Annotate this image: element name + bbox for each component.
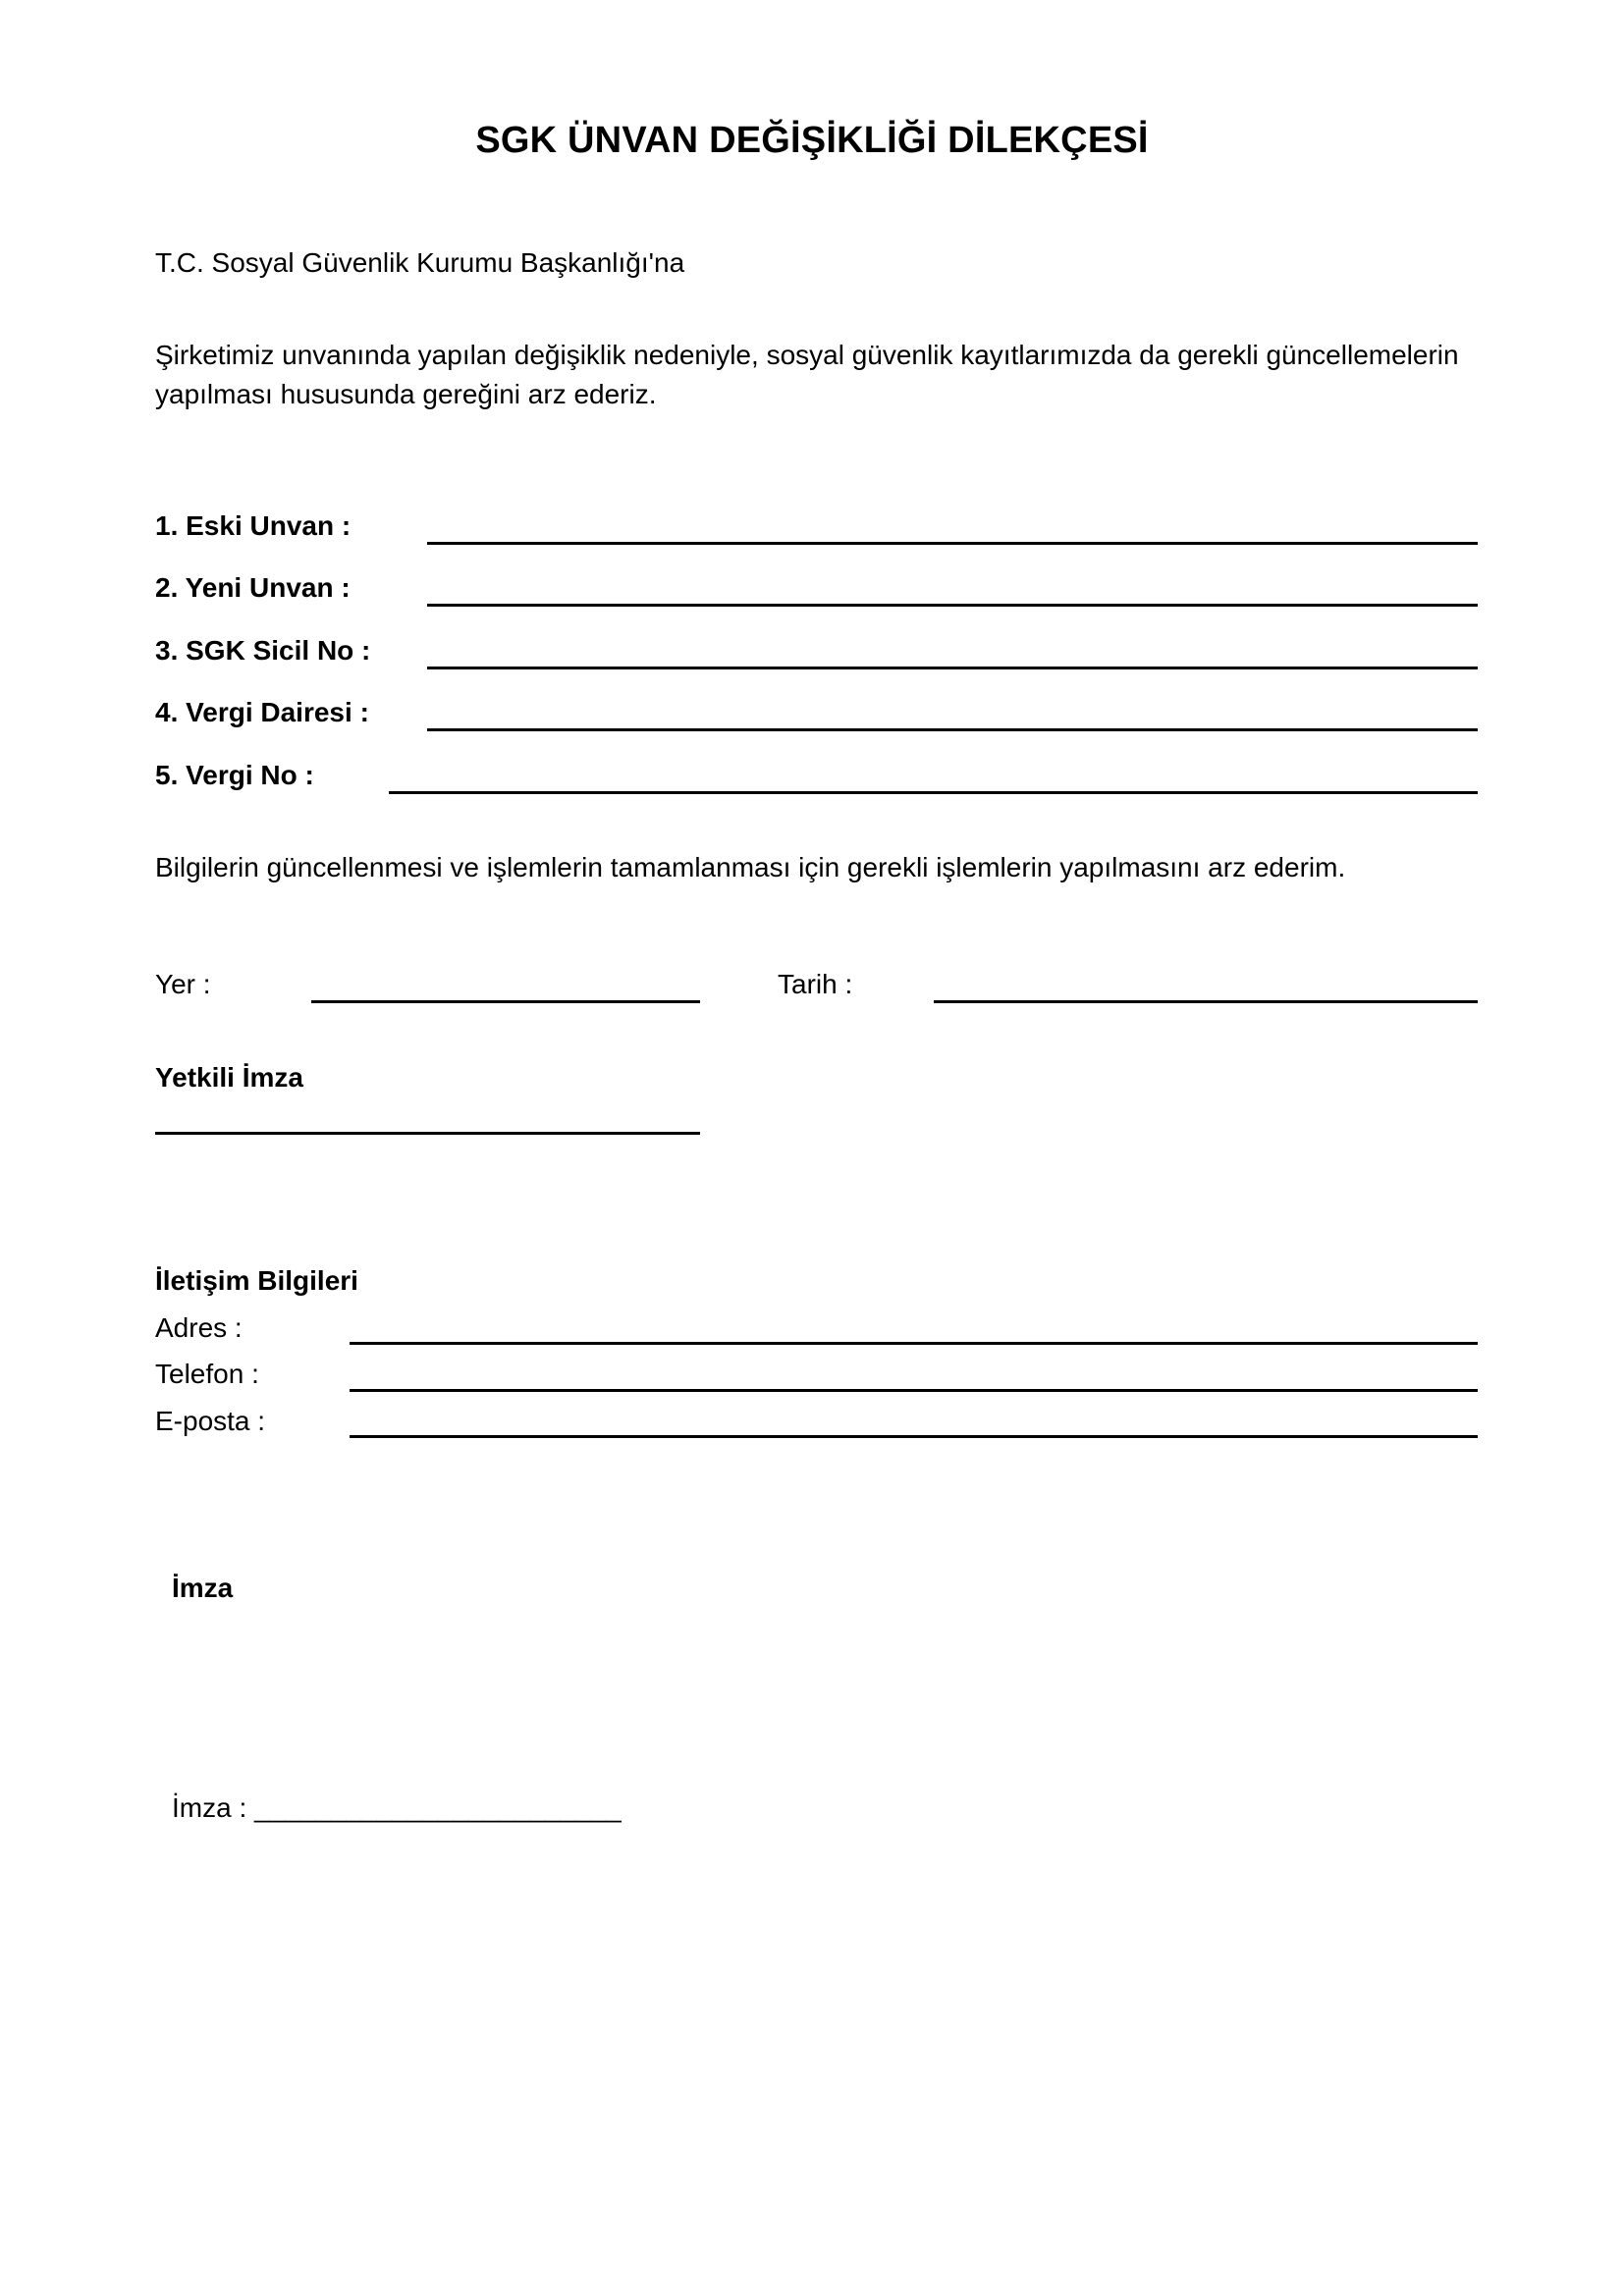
field-label-new-title: 2. Yeni Unvan :: [155, 572, 351, 603]
field-label-tax-no: 5. Vergi No :: [155, 760, 314, 790]
intro-paragraph: Şirketimiz unvanında yapılan değişiklik nedeniyle, sosyal güvenlik kayıtlarımızda da gerekli güncellemelerin yapılması hususunda gereğini arz ederiz.: [155, 340, 1459, 409]
email-line[interactable]: [350, 1435, 1478, 1438]
field-line-new-title[interactable]: [427, 604, 1478, 607]
address-line[interactable]: [350, 1342, 1478, 1345]
place-line[interactable]: [311, 1000, 700, 1003]
field-label-tax-office: 4. Vergi Dairesi :: [155, 697, 369, 727]
authorized-signature-label: Yetkili İmza: [155, 1062, 303, 1093]
field-line-tax-no[interactable]: [389, 791, 1478, 794]
place-label: Yer :: [155, 969, 211, 999]
authorized-signature-line[interactable]: [155, 1132, 700, 1135]
phone-label: Telefon :: [155, 1359, 259, 1389]
date-line[interactable]: [934, 1000, 1478, 1003]
date-label: Tarih :: [778, 969, 853, 999]
document-title: SGK ÜNVAN DEĞİŞİKLİĞİ DİLEKÇESİ: [475, 120, 1149, 161]
recipient-text: T.C. Sosyal Güvenlik Kurumu Başkanlığı'na: [155, 247, 685, 278]
field-line-sgk-registry-no[interactable]: [427, 667, 1478, 669]
closing-text: Bilgilerin güncellenmesi ve işlemlerin tamamlanması için gerekli işlemlerin yapılmasını arz ederim.: [155, 852, 1346, 882]
signature-line-text[interactable]: İmza : ________________________: [172, 1792, 622, 1823]
contact-heading: İletişim Bilgileri: [155, 1265, 358, 1296]
phone-line[interactable]: [350, 1389, 1478, 1392]
field-label-sgk-registry-no: 3. SGK Sicil No :: [155, 635, 371, 666]
address-label: Adres :: [155, 1312, 243, 1343]
signature-heading: İmza: [172, 1573, 234, 1603]
field-line-tax-office[interactable]: [427, 728, 1478, 731]
field-line-old-title[interactable]: [427, 542, 1478, 545]
email-label: E-posta :: [155, 1406, 266, 1436]
field-label-old-title: 1. Eski Unvan :: [155, 510, 352, 541]
